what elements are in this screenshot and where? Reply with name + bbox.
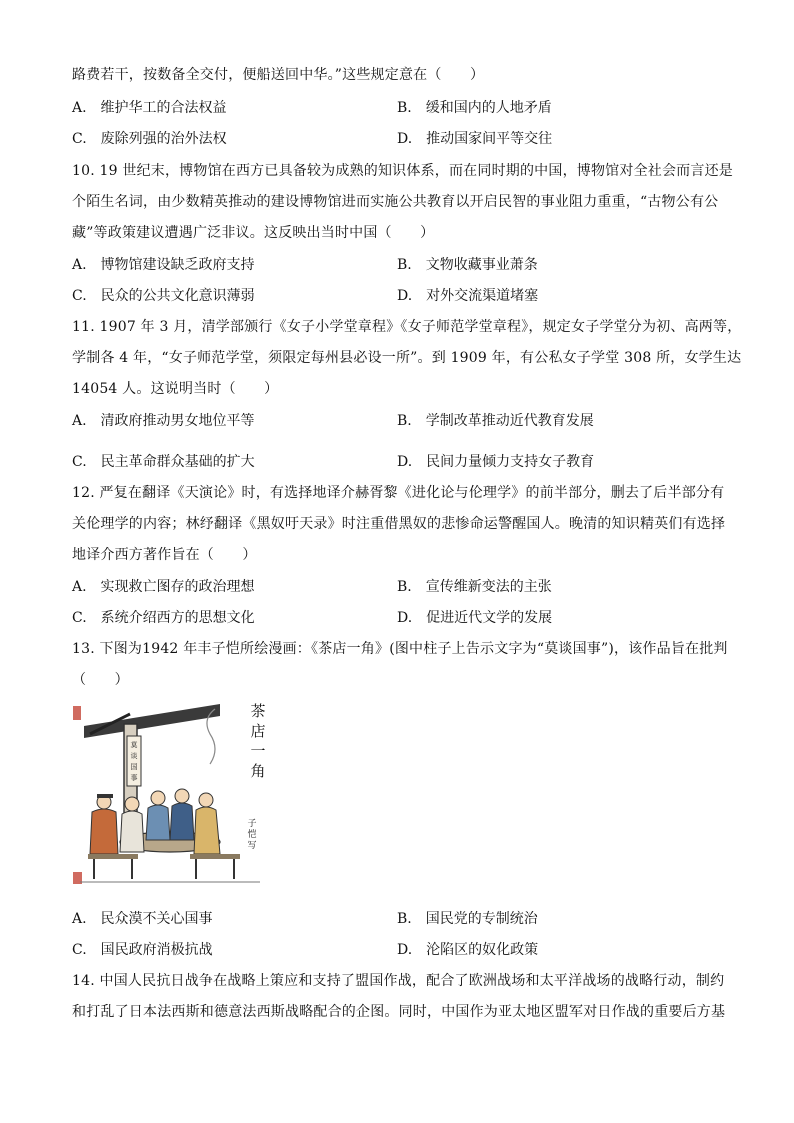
q11-option-d: D. 民间力量倾力支持女子教育 xyxy=(397,454,595,470)
q9-option-c: C. 废除列强的治外法权 xyxy=(72,131,227,147)
cartoon-title-char-1: 茶 xyxy=(250,702,266,720)
q12-option-c: C. 系统介绍西方的思想文化 xyxy=(72,610,255,626)
q10-option-a: A. 博物馆建设缺乏政府支持 xyxy=(72,257,255,273)
q13-option-d: D. 沦陷区的奴化政策 xyxy=(397,942,539,958)
sign-text-2: 谈 xyxy=(130,752,138,760)
q12-option-a: A. 实现救亡图存的政治理想 xyxy=(72,579,255,595)
q12-stem-line-2: 关伦理学的内容；林纾翻译《黑奴吁天录》时注重借黑奴的悲惨命运警醒国人。晚清的知识精英们有选择 xyxy=(72,516,726,532)
q9-option-d: D. 推动国家间平等交往 xyxy=(397,131,553,147)
cartoon-title-char-2: 店 xyxy=(250,722,266,740)
q12-stem-line-1: 12. 严复在翻译《天演论》时，有选择地译介赫胥黎《进化论与伦理学》的前半部分，删去了后半部分有 xyxy=(72,485,725,501)
question-9-stem-tail: 路费若干，按数备全交付，便船送回中华。”这些规定意在（ ） xyxy=(72,67,485,83)
cartoon-title-char-4: 角 xyxy=(250,762,266,780)
q11-stem-line-1: 11. 1907 年 3 月，清学部颁行《女子小学堂章程》《女子师范学堂章程》，规定女子学堂分为初、高两等， xyxy=(72,319,742,335)
seal-stamp-top xyxy=(73,706,81,720)
q10-stem-line-2: 个陌生名词，由少数精英推动的建设博物馆进而实施公共教育以开启民智的事业阻力重重，“古物公有公 xyxy=(72,194,719,210)
q13-option-a: A. 民众漠不关心国事 xyxy=(72,911,213,927)
person-body-5 xyxy=(194,807,220,854)
cartoon-title-char-3: 一 xyxy=(250,742,266,760)
q11-stem-line-3: 14054 人。这说明当时（ ） xyxy=(72,381,279,397)
q13-option-b: B. 国民党的专制统治 xyxy=(397,911,538,927)
signature-char-1: 子 xyxy=(247,819,257,829)
tea-shop-cartoon xyxy=(70,694,275,894)
q11-stem-line-2: 学制各 4 年，“女子师范学堂，须限定每州县必设一所”。到 1909 年，有公私女子学堂 308 所，女学生达 xyxy=(72,350,742,366)
q13-stem-line-1: 13. 下图为1942 年丰子恺所绘漫画：《茶店一角》(图中柱子上告示文字为“莫谈国事”)，该作品旨在批判 xyxy=(72,641,728,657)
q14-stem-line-2: 和打乱了日本法西斯和德意法西斯战略配合的企图。同时，中国作为亚太地区盟军对日作战的重要后方基 xyxy=(72,1004,726,1020)
sign-text-1: 莫 xyxy=(130,741,138,749)
roof-beam xyxy=(84,704,220,738)
q10-stem-line-1: 10. 19 世纪末，博物馆在西方已具备较为成熟的知识体系，而在同时期的中国，博物馆对全社会而言还是 xyxy=(72,163,733,179)
person-body-4 xyxy=(170,803,194,840)
q11-option-a: A. 清政府推动男女地位平等 xyxy=(72,413,255,429)
q11-option-b: B. 学制改革推动近代教育发展 xyxy=(397,413,594,429)
sign-text-3: 国 xyxy=(130,763,138,771)
bench-left xyxy=(88,854,138,859)
q13-stem-line-2: （ ） xyxy=(72,672,129,688)
q14-stem-line-1: 14. 中国人民抗日战争在战略上策应和支持了盟国作战，配合了欧洲战场和太平洋战场的战略行动，制约 xyxy=(72,973,725,989)
q12-stem-line-3: 地译介西方著作旨在（ ） xyxy=(72,547,257,563)
signature-char-2: 恺 xyxy=(247,830,257,840)
q10-option-b: B. 文物收藏事业萧条 xyxy=(397,257,538,273)
person-body-3 xyxy=(146,805,170,840)
q10-option-c: C. 民众的公共文化意识薄弱 xyxy=(72,288,255,304)
signature-char-3: 写 xyxy=(247,841,257,851)
hat xyxy=(97,794,113,798)
q10-option-d: D. 对外交流渠道堵塞 xyxy=(397,288,539,304)
q9-option-b: B. 缓和国内的人地矛盾 xyxy=(397,100,552,116)
q11-option-c: C. 民主革命群众基础的扩大 xyxy=(72,454,255,470)
bench-right xyxy=(190,854,240,859)
q13-option-c: C. 国民政府消极抗战 xyxy=(72,942,213,958)
person-head-3 xyxy=(151,791,165,805)
person-head-5 xyxy=(199,793,213,807)
q9-option-a: A. 维护华工的合法权益 xyxy=(72,100,227,116)
person-head-4 xyxy=(175,789,189,803)
person-head-2 xyxy=(125,797,139,811)
q12-option-d: D. 促进近代文学的发展 xyxy=(397,610,553,626)
q10-stem-line-3: 藏”等政策建议遭遇广泛非议。这反映出当时中国（ ） xyxy=(72,225,435,241)
q12-option-b: B. 宣传维新变法的主张 xyxy=(397,579,552,595)
cartoon-illustration xyxy=(70,694,275,894)
person-body-1 xyxy=(90,809,118,854)
sign-text-4: 事 xyxy=(130,774,138,782)
person-body-2 xyxy=(120,811,144,852)
